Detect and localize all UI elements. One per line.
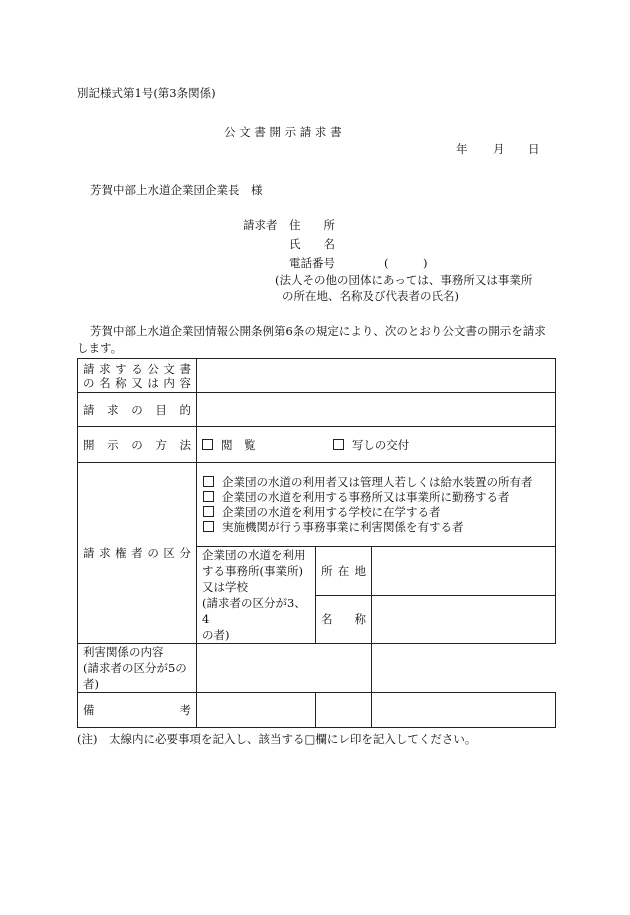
name-label: 氏 名 <box>289 237 335 251</box>
category-label: 請求権者の区分 <box>78 463 197 644</box>
category-3-label: 企業団の水道を利用する学校に在学する者 <box>222 504 441 519</box>
office-name-label: 名 称 <box>316 595 372 644</box>
purpose-field[interactable] <box>197 393 556 427</box>
purpose-label: 請求の目的 <box>78 393 197 427</box>
intro-line-2: します。 <box>77 341 123 355</box>
checkbox-category-4[interactable] <box>203 521 214 532</box>
intro-line-1: 芳賀中部上水道企業団情報公開条例第6条の規定により、次のとおり公文書の開示を請求 <box>90 324 546 338</box>
date-day[interactable]: 日 <box>528 142 540 156</box>
checkbox-category-3[interactable] <box>203 506 214 517</box>
date-year[interactable]: 年 <box>456 142 468 156</box>
office-label: 企業団の水道を利用 する事務所(事業所) 又は学校 (請求者の区分が3、4 の者) <box>197 547 316 644</box>
checkbox-copy[interactable] <box>333 439 344 450</box>
method-copy-label: 写しの交付 <box>351 437 410 452</box>
date-month[interactable]: 月 <box>493 142 505 156</box>
office-name-field[interactable] <box>372 595 556 644</box>
phone-area-code[interactable]: ( ) <box>384 256 428 270</box>
remarks-field-1[interactable] <box>197 693 316 728</box>
request-form-table <box>77 358 556 728</box>
doc-name-field[interactable] <box>197 359 556 393</box>
category-1-label: 企業団の水道の利用者又は管理人若しくは給水装置の所有者 <box>222 474 533 489</box>
checkbox-category-1[interactable] <box>203 476 214 487</box>
requester-label: 請求者 <box>243 218 278 232</box>
corporate-note-1: (法人その他の団体にあっては、事務所又は事業所 <box>275 273 533 287</box>
method-options <box>197 427 556 463</box>
form-title: 公 文 書 開 示 請 求 書 <box>224 125 342 139</box>
category-4-label: 実施機関が行う事務事業に利害関係を有する者 <box>222 519 464 534</box>
method-inspection-label: 閲 覧 <box>221 437 256 452</box>
interest-label: 利害関係の内容 (請求者の区分が5の 者) <box>78 644 197 693</box>
checkbox-inspection[interactable] <box>202 439 213 450</box>
address-label: 住 所 <box>289 218 335 232</box>
doc-name-label: 請求する公文書 の名称又は内容 <box>78 359 197 393</box>
corporate-note-2: の所在地、名称及び代表者の氏名) <box>282 289 459 303</box>
category-2-label: 企業団の水道を利用する事務所又は事業所に勤務する者 <box>222 489 510 504</box>
phone-label: 電話番号 <box>289 256 335 270</box>
checkbox-category-2[interactable] <box>203 491 214 502</box>
remarks-field-3[interactable] <box>372 693 556 728</box>
interest-field[interactable] <box>197 644 372 693</box>
remarks-field-2[interactable] <box>316 693 372 728</box>
method-label: 開示の方法 <box>78 427 197 463</box>
footnote: (注) 太線内に必要事項を記入し、該当する□欄にレ印を記入してください。 <box>77 732 477 746</box>
remarks-label: 備考 <box>78 693 197 728</box>
category-options <box>197 463 556 547</box>
location-field[interactable] <box>372 547 556 596</box>
addressee: 芳賀中部上水道企業団企業長 様 <box>90 183 263 197</box>
form-id: 別記様式第1号(第3条関係) <box>77 86 216 100</box>
location-label: 所在地 <box>316 547 372 596</box>
